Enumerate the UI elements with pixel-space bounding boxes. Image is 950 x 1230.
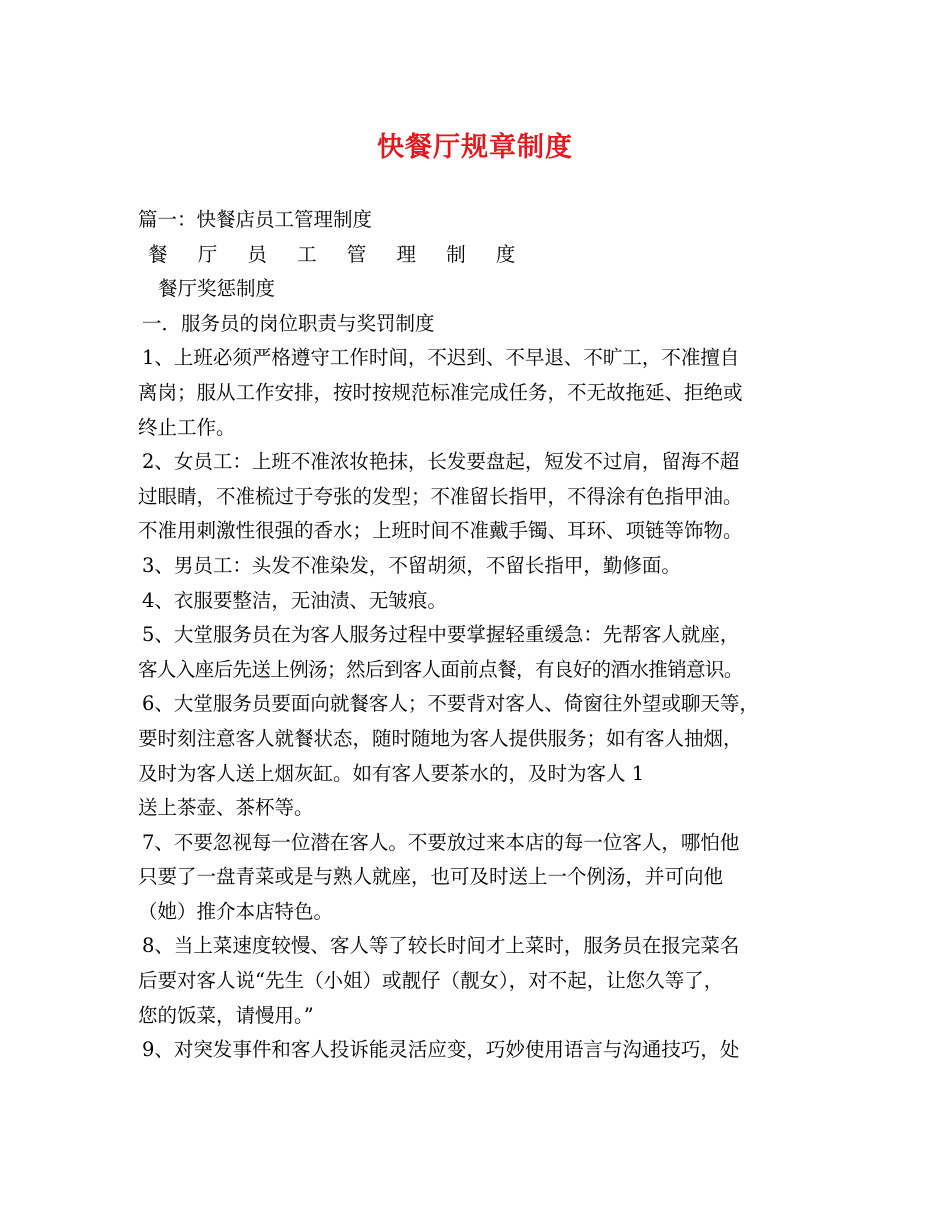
text-line: 您的饭菜，请慢用。” xyxy=(138,1003,314,1027)
text-line: 7、不要忽视每一位潜在客人。不要放过来本店的每一位客人，哪怕他 xyxy=(142,830,740,854)
text-line: 过眼睛，不准梳过于夸张的发型；不准留长指甲，不得涂有色指甲油。 xyxy=(138,484,743,508)
sub-heading: 餐 厅 员 工 管 理 制 度 xyxy=(148,242,528,266)
text-line: 终止工作。 xyxy=(138,415,236,439)
text-line: 3、男员工：头发不准染发，不留胡须，不留长指甲，勤修面。 xyxy=(142,553,681,577)
text-line: 客人入座后先送上例汤；然后到客人面前点餐，有良好的酒水推销意识。 xyxy=(138,657,743,681)
text-line: 送上茶壶、茶杯等。 xyxy=(138,796,314,820)
text-line: 1、上班必须严格遵守工作时间，不迟到、不早退、不旷工，不准擅自 xyxy=(142,346,740,370)
sub-heading: 餐厅奖惩制度 xyxy=(158,277,276,301)
text-line: 6、大堂服务员要面向就餐客人；不要背对客人、倚窗往外望或聊天等， xyxy=(142,692,759,716)
text-line: 4、衣服要整洁，无油渍、无皱痕。 xyxy=(142,588,447,612)
sub-heading: 一．服务员的岗位职责与奖罚制度 xyxy=(142,311,435,335)
section-heading: 篇一：快餐店员工管理制度 xyxy=(138,208,373,231)
text-line: 离岗；服从工作安排，按时按规范标准完成任务，不无故拖延、拒绝或 xyxy=(138,380,743,404)
text-line: 不准用刺激性很强的香水；上班时间不准戴手镯、耳环、项链等饰物。 xyxy=(138,519,743,543)
text-line: 后要对客人说“先生（小姐）或靓仔（靓女），对不起，让您久等了， xyxy=(138,969,724,993)
document-title: 快餐厅规章制度 xyxy=(377,132,573,163)
document-body xyxy=(138,203,838,1068)
text-line: 及时为客人送上烟灰缸。如有客人要茶水的，及时为客人 1 xyxy=(138,761,645,785)
text-line: 8、当上菜速度较慢、客人等了较长时间才上菜时，服务员在报完菜名 xyxy=(142,934,740,958)
text-line: 9、对突发事件和客人投诉能灵活应变，巧妙使用语言与沟通技巧，处 xyxy=(142,1038,740,1062)
text-line: 要时刻注意客人就餐状态，随时随地为客人提供服务；如有客人抽烟， xyxy=(138,726,743,750)
text-line: 只要了一盘青菜或是与熟人就座，也可及时送上一个例汤，并可向他 xyxy=(138,865,724,889)
text-line: 2、女员工：上班不准浓妆艳抹，长发要盘起，短发不过肩，留海不超 xyxy=(142,450,740,474)
text-line: 5、大堂服务员在为客人服务过程中要掌握轻重缓急：先帮客人就座， xyxy=(142,623,740,647)
text-line: （她）推介本店特色。 xyxy=(138,899,334,923)
